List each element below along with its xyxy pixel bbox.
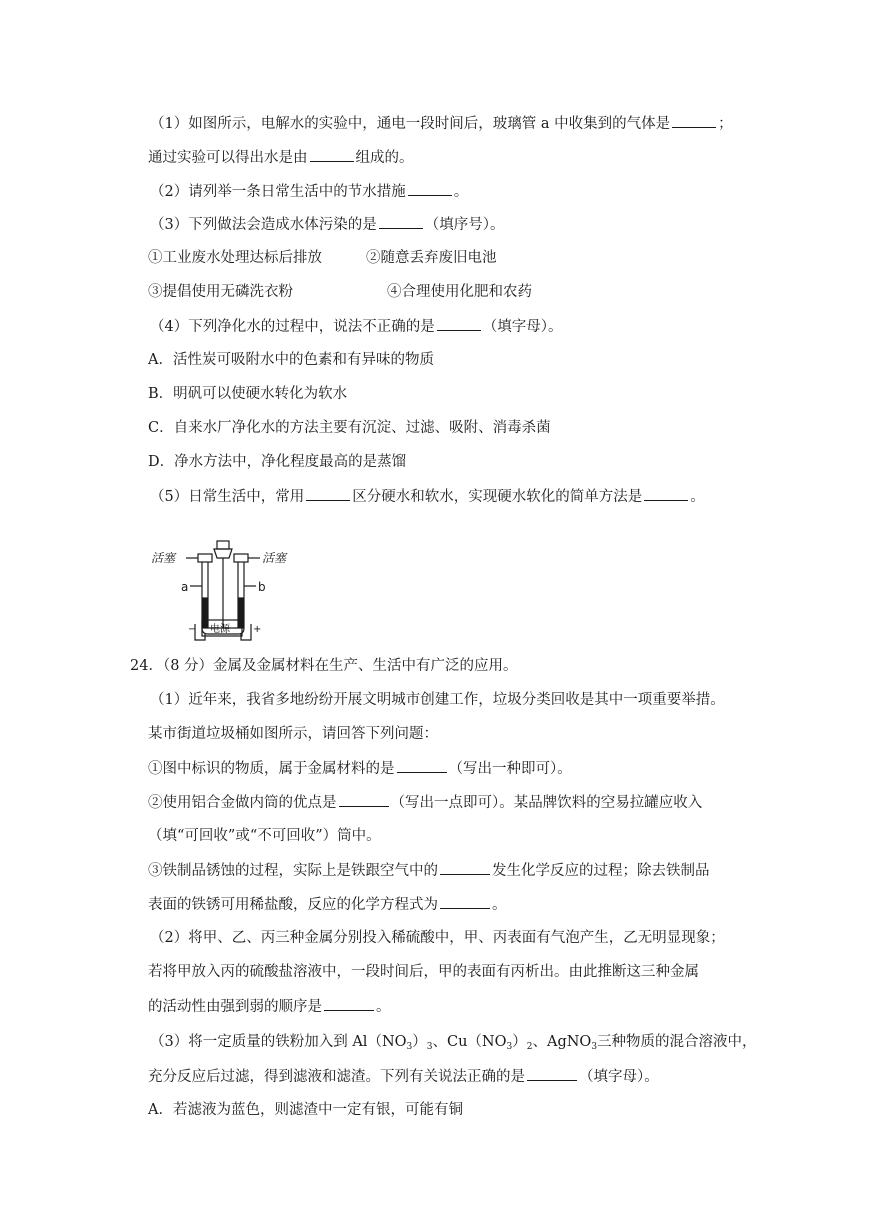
q24-part1-line1: （1）近年来，我省多地纷纷开展文明城市创建工作，垃圾分类回收是其中一项重要举措。 <box>150 692 725 708</box>
left-stopcock-label: 活塞 <box>151 551 176 565</box>
q24-part3-line2: 充分反应后过滤，得到滤液和滤渣。下列有关说法正确的是 （填字母）。 <box>148 1066 659 1087</box>
q23-option-b: B．明矾可以使硬水转化为软水 <box>148 386 348 402</box>
q24-part2-line3: 的活动性由强到弱的顺序是 。 <box>148 996 391 1017</box>
reservoir-cap <box>217 541 229 549</box>
q23-part1-line2: 通过实验可以得出水是由 组成的。 <box>148 147 414 168</box>
minus-sign: − <box>188 624 197 635</box>
power-label: 电源 <box>210 624 230 635</box>
q23-option-d: D．净水方法中，净化程度最高的是蒸馏 <box>148 454 407 470</box>
answer-blank[interactable] <box>437 316 481 331</box>
q23-option-c: C．自来水厂净化水的方法主要有沉淀、过滤、吸附、消毒杀菌 <box>148 420 551 436</box>
answer-blank[interactable] <box>324 996 374 1011</box>
q24-sub3: ③铁制品锈蚀的过程，实际上是铁跟空气中的 发生化学反应的过程；除去铁制品 <box>148 860 710 881</box>
plus-sign: + <box>253 624 262 635</box>
q23-part4: （4）下列净化水的过程中，说法不正确的是 （填字母）。 <box>150 316 562 337</box>
answer-blank[interactable] <box>440 860 490 875</box>
left-stopcock-icon <box>198 554 212 562</box>
q23-part3: （3）下列做法会造成水体污染的是 （填序号）。 <box>150 214 504 235</box>
q24-sub3-line2: 表面的铁锈可用稀盐酸，反应的化学方程式为 。 <box>148 894 507 915</box>
answer-blank[interactable] <box>306 486 350 501</box>
tube-a-label: a <box>181 580 189 594</box>
answer-blank[interactable] <box>644 486 688 501</box>
answer-blank[interactable] <box>379 214 423 229</box>
answer-blank[interactable] <box>440 894 490 909</box>
q24-part1-line2: 某市街道垃圾桶如图所示，请回答下列问题： <box>148 726 438 742</box>
q23-option-2: ②随意丢弃废旧电池 <box>366 250 497 266</box>
electrode-a <box>203 598 207 628</box>
q24-part2-line1: （2）将甲、乙、丙三种金属分别投入稀硫酸中，甲、丙表面有气泡产生，乙无明显现象； <box>150 930 725 946</box>
answer-blank[interactable] <box>672 113 716 128</box>
q24-sub2: ②使用铝合金做内筒的优点是 （写出一点即可）。某品牌饮料的空易拉罐应收入 <box>148 792 702 813</box>
electrolysis-apparatus-diagram <box>150 540 300 642</box>
q23-option-3: ③提倡使用无磷洗衣粉 <box>148 284 293 300</box>
q24-heading: 24．（8 分）金属及金属材料在生产、生活中有广泛的应用。 <box>130 658 518 674</box>
q24-part2-line2: 若将甲放入丙的硫酸盐溶液中，一段时间后，甲的表面有丙析出。由此推断这三种金属 <box>148 964 699 980</box>
q23-option-1: ①工业废水处理达标后排放 <box>148 250 322 266</box>
reservoir-funnel <box>214 549 232 558</box>
q23-part5: （5）日常生活中，常用 区分硬水和软水，实现硬水软化的简单方法是 。 <box>150 486 705 507</box>
right-stopcock-icon <box>234 554 248 562</box>
tube-b-label: b <box>258 580 266 594</box>
right-stopcock-label: 活塞 <box>262 551 287 565</box>
q24-sub1: ①图中标识的物质，属于金属材料的是 （写出一种即可）。 <box>148 758 572 779</box>
q23-part2: （2）请列举一条日常生活中的节水措施 。 <box>150 181 468 202</box>
answer-blank[interactable] <box>527 1066 577 1081</box>
q24-option-a: A．若滤液为蓝色，则滤渣中一定有银，可能有铜 <box>148 1102 463 1118</box>
q24-sub2-line2: （填“可回收”或“不可回收”）筒中。 <box>148 828 381 844</box>
q23-part1-line1: （1）如图所示，电解水的实验中，通电一段时间后，玻璃管 a 中收集到的气体是 ； <box>150 113 733 134</box>
q23-option-a: A．活性炭可吸附水中的色素和有异味的物质 <box>148 352 434 368</box>
q23-option-4: ④合理使用化肥和农药 <box>387 284 532 300</box>
q24-part3-line1: （3）将一定质量的铁粉加入到 $Al(NO_3)_3$、$Cu(NO_3)_2$、AgNO$_3$三种物质的混合溶液中， <box>150 1034 757 1052</box>
answer-blank[interactable] <box>339 792 389 807</box>
answer-blank[interactable] <box>310 147 354 162</box>
answer-blank[interactable] <box>408 181 452 196</box>
answer-blank[interactable] <box>397 758 447 773</box>
